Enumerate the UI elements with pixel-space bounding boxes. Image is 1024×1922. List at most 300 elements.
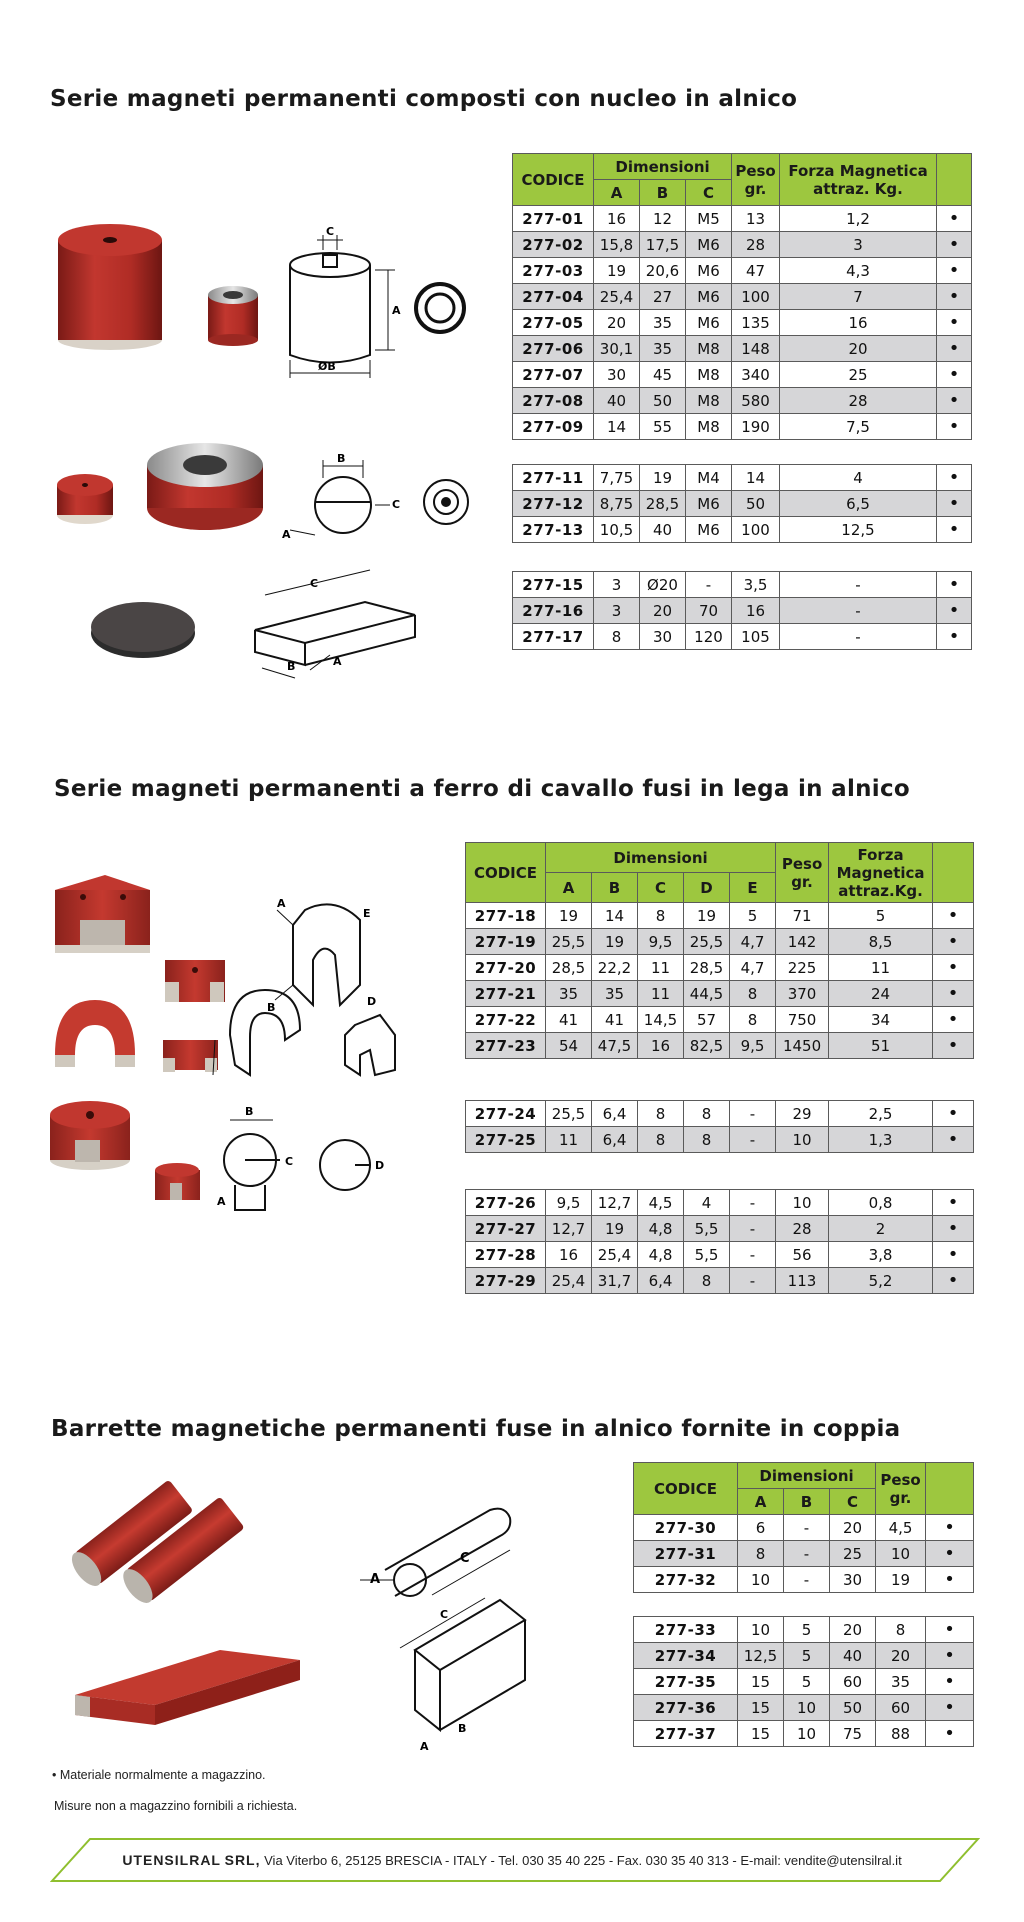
horseshoe-block-small-image <box>165 960 225 1002</box>
table-cell: 8 <box>876 1617 926 1643</box>
table-row <box>466 1190 974 1216</box>
table-cell: 17,5 <box>640 232 686 258</box>
table-cell: 19 <box>640 465 686 491</box>
table-cell: 148 <box>732 336 780 362</box>
rod-label-a: A <box>370 1572 381 1587</box>
product-code: 277-31 <box>634 1541 738 1567</box>
table-cell: 19 <box>592 1216 638 1242</box>
table-row <box>634 1567 974 1593</box>
table-cell: 5,5 <box>684 1216 730 1242</box>
col-header-force: Forza Magnetica attraz.Kg. <box>829 843 933 903</box>
table-cell: 60 <box>876 1695 926 1721</box>
in-stock-marker: • <box>937 598 972 624</box>
col-header-b: B <box>640 180 686 206</box>
table-cell: 5 <box>730 903 776 929</box>
table-cell: 6,4 <box>638 1268 684 1294</box>
table-cell: Ø20 <box>640 572 686 598</box>
table-cell: 3 <box>594 598 640 624</box>
table-cell: 4,7 <box>730 955 776 981</box>
table-cell: 10 <box>876 1541 926 1567</box>
table-cell: M5 <box>686 206 732 232</box>
in-stock-marker: • <box>926 1617 974 1643</box>
table-cell: - <box>784 1567 830 1593</box>
section-3-table-group-2 <box>633 1616 974 1747</box>
table-cell: 28 <box>732 232 780 258</box>
table-cell: 105 <box>732 624 780 650</box>
table-cell: 19 <box>546 903 592 929</box>
rod-drawing <box>360 1509 510 1596</box>
footer-address: Via Viterbo 6, 25125 BRESCIA - ITALY - Tel. 030 35 40 225 - Fax. 030 35 40 313 - E-mail: vendite@utensilral.it <box>264 1853 902 1868</box>
col-header-code: CODICE <box>634 1463 738 1515</box>
table-cell: 5,2 <box>829 1268 933 1294</box>
horseshoe-mini-image <box>163 1040 218 1072</box>
table-cell: 0,8 <box>829 1190 933 1216</box>
section-1-table-group-3 <box>512 571 972 650</box>
product-code: 277-01 <box>513 206 594 232</box>
in-stock-marker: • <box>937 362 972 388</box>
table-cell: - <box>730 1127 776 1153</box>
table-cell: 2 <box>829 1216 933 1242</box>
table-cell: M6 <box>686 232 732 258</box>
table-cell: 20 <box>830 1617 876 1643</box>
table-cell: - <box>730 1101 776 1127</box>
hs-label-b: B <box>267 1001 276 1014</box>
table-row <box>634 1721 974 1747</box>
in-stock-marker: • <box>933 1033 974 1059</box>
table-row <box>466 1101 974 1127</box>
section-1-table <box>512 153 972 440</box>
table-cell: 19 <box>684 903 730 929</box>
table-cell: 5 <box>784 1643 830 1669</box>
table-cell: 340 <box>732 362 780 388</box>
hs-label-a: A <box>277 897 286 910</box>
table-row <box>513 465 972 491</box>
table-row <box>466 929 974 955</box>
table-cell: - <box>780 624 937 650</box>
table-cell: 30,1 <box>594 336 640 362</box>
table-cell: 28 <box>780 388 937 414</box>
table-cell: 5,5 <box>684 1242 730 1268</box>
product-code: 277-15 <box>513 572 594 598</box>
table-row <box>513 206 972 232</box>
table-cell: 70 <box>686 598 732 624</box>
product-code: 277-32 <box>634 1567 738 1593</box>
table-cell: 4,7 <box>730 929 776 955</box>
table-row <box>513 232 972 258</box>
table-cell: 4,8 <box>638 1216 684 1242</box>
col-header-dimensions: Dimensioni <box>546 843 776 873</box>
table-cell: M6 <box>686 517 732 543</box>
table-cell: 8 <box>684 1268 730 1294</box>
table-row <box>634 1515 974 1541</box>
table-cell: 8 <box>684 1127 730 1153</box>
table-cell: 3 <box>594 572 640 598</box>
table-cell: 10 <box>784 1721 830 1747</box>
table-cell: 11 <box>638 955 684 981</box>
table-cell: 30 <box>830 1567 876 1593</box>
rod-pair-image <box>66 1470 244 1626</box>
table-cell: 88 <box>876 1721 926 1747</box>
table-cell: 7,75 <box>594 465 640 491</box>
pot-slotted-image <box>50 1101 130 1170</box>
in-stock-marker: • <box>926 1515 974 1541</box>
table-cell: M6 <box>686 310 732 336</box>
col-header-weight: Peso gr. <box>732 154 780 206</box>
table-cell: 28,5 <box>640 491 686 517</box>
table-cell: 10 <box>776 1190 829 1216</box>
in-stock-marker: • <box>937 336 972 362</box>
table-cell: 16 <box>546 1242 592 1268</box>
table-cell: 12,7 <box>592 1190 638 1216</box>
product-code: 277-22 <box>466 1007 546 1033</box>
table-cell: 50 <box>732 491 780 517</box>
table-cell: 3,8 <box>829 1242 933 1268</box>
table-row <box>634 1669 974 1695</box>
table-cell: 20 <box>594 310 640 336</box>
table-row <box>513 414 972 440</box>
table-cell: 60 <box>830 1669 876 1695</box>
in-stock-marker: • <box>933 1190 974 1216</box>
col-header-stock <box>926 1463 974 1515</box>
hs-label-e: E <box>363 907 371 920</box>
pot-label-a: A <box>392 304 401 317</box>
pot-magnet-drawing <box>290 235 464 378</box>
in-stock-marker: • <box>926 1541 974 1567</box>
bar-label-b: B <box>287 660 296 673</box>
in-stock-marker: • <box>937 572 972 598</box>
col-header-a: A <box>738 1489 784 1515</box>
table-cell: 8 <box>730 1007 776 1033</box>
col-header-force: Forza Magnetica attraz. Kg. <box>780 154 937 206</box>
table-cell: 35 <box>592 981 638 1007</box>
table-cell: 135 <box>732 310 780 336</box>
col-header-b: B <box>592 873 638 903</box>
table-cell: 24 <box>829 981 933 1007</box>
col-header-stock <box>933 843 974 903</box>
ring-label-c: C <box>392 498 401 511</box>
product-code: 277-35 <box>634 1669 738 1695</box>
section-2-table-group-2 <box>465 1100 974 1153</box>
table-cell: 57 <box>684 1007 730 1033</box>
pot2-label-b: B <box>245 1105 254 1118</box>
table-cell: 15 <box>738 1695 784 1721</box>
col-header-stock <box>937 154 972 206</box>
table-cell: 3 <box>780 232 937 258</box>
table-cell: 25,4 <box>594 284 640 310</box>
table-cell: M8 <box>686 388 732 414</box>
table-cell: 40 <box>830 1643 876 1669</box>
in-stock-marker: • <box>933 1242 974 1268</box>
section-2-table-group-3 <box>465 1189 974 1294</box>
horseshoe-block-large-image <box>55 875 150 953</box>
pot-label-b: ØB <box>318 360 336 373</box>
table-cell: 47,5 <box>592 1033 638 1059</box>
in-stock-marker: • <box>937 232 972 258</box>
table-cell: 16 <box>732 598 780 624</box>
pot2-label-d: D <box>375 1159 385 1172</box>
table-cell: 15 <box>738 1721 784 1747</box>
rod-label-c: C <box>460 1551 470 1566</box>
table-cell: 45 <box>640 362 686 388</box>
in-stock-marker: • <box>937 310 972 336</box>
table-cell: - <box>730 1242 776 1268</box>
table-cell: 20 <box>876 1643 926 1669</box>
table-cell: 10 <box>776 1127 829 1153</box>
table-cell: 28,5 <box>546 955 592 981</box>
col-header-c: C <box>686 180 732 206</box>
table-cell: 25,5 <box>684 929 730 955</box>
table-cell: M8 <box>686 414 732 440</box>
table-row <box>513 572 972 598</box>
table-cell: 7 <box>780 284 937 310</box>
in-stock-marker: • <box>933 929 974 955</box>
in-stock-marker: • <box>933 1007 974 1033</box>
product-code: 277-21 <box>466 981 546 1007</box>
section-1-illustrations <box>40 190 490 710</box>
table-cell: 10 <box>738 1617 784 1643</box>
product-code: 277-27 <box>466 1216 546 1242</box>
table-cell: 13 <box>732 206 780 232</box>
product-code: 277-20 <box>466 955 546 981</box>
in-stock-marker: • <box>937 465 972 491</box>
table-row <box>634 1643 974 1669</box>
table-row <box>513 362 972 388</box>
table-cell: 8 <box>738 1541 784 1567</box>
table-cell: 5 <box>829 903 933 929</box>
product-code: 277-26 <box>466 1190 546 1216</box>
table-cell: 750 <box>776 1007 829 1033</box>
in-stock-marker: • <box>926 1695 974 1721</box>
table-cell: 8,75 <box>594 491 640 517</box>
table-cell: 8 <box>638 1127 684 1153</box>
ring-label-b: B <box>337 452 346 465</box>
table-row <box>513 624 972 650</box>
table-row <box>513 258 972 284</box>
table-row <box>513 336 972 362</box>
col-header-code: CODICE <box>513 154 594 206</box>
ring-magnet-small-image <box>57 474 113 524</box>
table-cell: 4,3 <box>780 258 937 284</box>
table-cell: 1450 <box>776 1033 829 1059</box>
product-code: 277-37 <box>634 1721 738 1747</box>
stock-note: • Materiale normalmente a magazzino. <box>52 1768 266 1782</box>
table-cell: 14 <box>592 903 638 929</box>
table-row <box>466 1033 974 1059</box>
table-cell: 27 <box>640 284 686 310</box>
table-cell: 54 <box>546 1033 592 1059</box>
table-cell: 34 <box>829 1007 933 1033</box>
table-cell: 12,5 <box>738 1643 784 1669</box>
section-1-table-group-2 <box>512 464 972 543</box>
table-cell: 14 <box>732 465 780 491</box>
table-cell: 100 <box>732 517 780 543</box>
table-row <box>513 517 972 543</box>
product-code: 277-18 <box>466 903 546 929</box>
table-cell: 11 <box>829 955 933 981</box>
in-stock-marker: • <box>926 1567 974 1593</box>
table-cell: - <box>780 598 937 624</box>
horseshoe-round-image <box>55 1000 135 1067</box>
table-cell: 9,5 <box>546 1190 592 1216</box>
in-stock-marker: • <box>937 414 972 440</box>
product-code: 277-04 <box>513 284 594 310</box>
product-code: 277-34 <box>634 1643 738 1669</box>
product-code: 277-33 <box>634 1617 738 1643</box>
ring-magnet-drawing <box>290 460 468 535</box>
table-cell: 12,7 <box>546 1216 592 1242</box>
col-header-weight: Peso gr. <box>876 1463 926 1515</box>
table-cell: 20 <box>640 598 686 624</box>
table-cell: 15 <box>738 1669 784 1695</box>
table-cell: 50 <box>640 388 686 414</box>
table-cell: 8 <box>594 624 640 650</box>
table-row <box>634 1617 974 1643</box>
table-cell: - <box>730 1216 776 1242</box>
product-code: 277-28 <box>466 1242 546 1268</box>
table-cell: 6,5 <box>780 491 937 517</box>
table-cell: 113 <box>776 1268 829 1294</box>
table-cell: 25,5 <box>546 1101 592 1127</box>
table-cell: 44,5 <box>684 981 730 1007</box>
in-stock-marker: • <box>933 1127 974 1153</box>
table-row <box>466 1268 974 1294</box>
section-2-title: Serie magneti permanenti a ferro di cavallo fusi in lega in alnico <box>54 776 911 802</box>
in-stock-marker: • <box>933 1216 974 1242</box>
in-stock-marker: • <box>937 258 972 284</box>
table-row <box>513 310 972 336</box>
table-cell: 6,4 <box>592 1127 638 1153</box>
in-stock-marker: • <box>933 1101 974 1127</box>
bar-label-c: C <box>310 577 319 590</box>
table-cell: 11 <box>546 1127 592 1153</box>
table-cell: 1,3 <box>829 1127 933 1153</box>
table-cell: - <box>780 572 937 598</box>
table-row <box>466 1216 974 1242</box>
in-stock-marker: • <box>926 1721 974 1747</box>
table-cell: 8 <box>730 981 776 1007</box>
table-cell: 11 <box>638 981 684 1007</box>
bar-pair-image <box>75 1650 300 1725</box>
table-cell: 51 <box>829 1033 933 1059</box>
bar3-label-a: A <box>420 1740 429 1753</box>
table-cell: 2,5 <box>829 1101 933 1127</box>
in-stock-marker: • <box>937 206 972 232</box>
table-cell: 41 <box>546 1007 592 1033</box>
table-cell: 35 <box>876 1669 926 1695</box>
pot-slotted-drawing <box>224 1120 370 1210</box>
col-header-weight: Peso gr. <box>776 843 829 903</box>
product-code: 277-02 <box>513 232 594 258</box>
table-cell: 225 <box>776 955 829 981</box>
table-cell: 4,5 <box>876 1515 926 1541</box>
table-cell: 41 <box>592 1007 638 1033</box>
table-cell: - <box>784 1541 830 1567</box>
section-2-illustrations <box>45 865 455 1325</box>
bar3-label-c: C <box>440 1608 449 1621</box>
table-cell: 14 <box>594 414 640 440</box>
table-cell: M6 <box>686 491 732 517</box>
table-row <box>513 388 972 414</box>
table-row <box>634 1695 974 1721</box>
table-cell: M6 <box>686 258 732 284</box>
table-cell: 5 <box>784 1617 830 1643</box>
ring-magnet-large-image <box>147 443 263 530</box>
in-stock-marker: • <box>937 284 972 310</box>
table-cell: 35 <box>640 310 686 336</box>
pot-magnet-small-image <box>208 286 258 346</box>
table-cell: 4,8 <box>638 1242 684 1268</box>
table-cell: 19 <box>594 258 640 284</box>
table-cell: 71 <box>776 903 829 929</box>
col-header-code: CODICE <box>466 843 546 903</box>
table-cell: 40 <box>640 517 686 543</box>
table-cell: 28 <box>776 1216 829 1242</box>
table-cell: 35 <box>640 336 686 362</box>
product-code: 277-16 <box>513 598 594 624</box>
product-code: 277-25 <box>466 1127 546 1153</box>
table-cell: 29 <box>776 1101 829 1127</box>
in-stock-marker: • <box>933 903 974 929</box>
col-header-b: B <box>784 1489 830 1515</box>
table-row <box>466 1007 974 1033</box>
table-cell: 1,2 <box>780 206 937 232</box>
section-1-title: Serie magneti permanenti composti con nucleo in alnico <box>50 86 798 112</box>
table-cell: - <box>730 1268 776 1294</box>
table-cell: 25,5 <box>546 929 592 955</box>
on-request-note: Misure non a magazzino fornibili a richiesta. <box>54 1799 298 1813</box>
table-cell: 20,6 <box>640 258 686 284</box>
product-code: 277-29 <box>466 1268 546 1294</box>
in-stock-marker: • <box>926 1643 974 1669</box>
table-cell: 30 <box>640 624 686 650</box>
table-cell: 142 <box>776 929 829 955</box>
col-header-c: C <box>830 1489 876 1515</box>
bar-drawing <box>400 1598 525 1730</box>
table-cell: 8 <box>638 903 684 929</box>
table-cell: 6 <box>738 1515 784 1541</box>
table-row <box>513 284 972 310</box>
col-header-d: D <box>684 873 730 903</box>
table-cell: 16 <box>780 310 937 336</box>
in-stock-marker: • <box>937 491 972 517</box>
table-cell: - <box>686 572 732 598</box>
table-cell: M8 <box>686 336 732 362</box>
product-code: 277-05 <box>513 310 594 336</box>
table-cell: 7,5 <box>780 414 937 440</box>
col-header-a: A <box>594 180 640 206</box>
table-cell: 56 <box>776 1242 829 1268</box>
table-cell: 25,4 <box>592 1242 638 1268</box>
pot2-label-c: C <box>285 1155 294 1168</box>
product-code: 277-11 <box>513 465 594 491</box>
table-cell: 82,5 <box>684 1033 730 1059</box>
table-cell: 10 <box>738 1567 784 1593</box>
table-cell: 30 <box>594 362 640 388</box>
hs-label-d: D <box>367 995 377 1008</box>
col-header-a: A <box>546 873 592 903</box>
table-cell: 6,4 <box>592 1101 638 1127</box>
table-cell: M4 <box>686 465 732 491</box>
table-cell: 28,5 <box>684 955 730 981</box>
product-code: 277-13 <box>513 517 594 543</box>
product-code: 277-09 <box>513 414 594 440</box>
bar3-label-b: B <box>458 1722 467 1735</box>
in-stock-marker: • <box>926 1669 974 1695</box>
table-row <box>466 981 974 1007</box>
table-cell: 12 <box>640 206 686 232</box>
table-cell: 3,5 <box>732 572 780 598</box>
bar-label-a: A <box>333 655 342 668</box>
